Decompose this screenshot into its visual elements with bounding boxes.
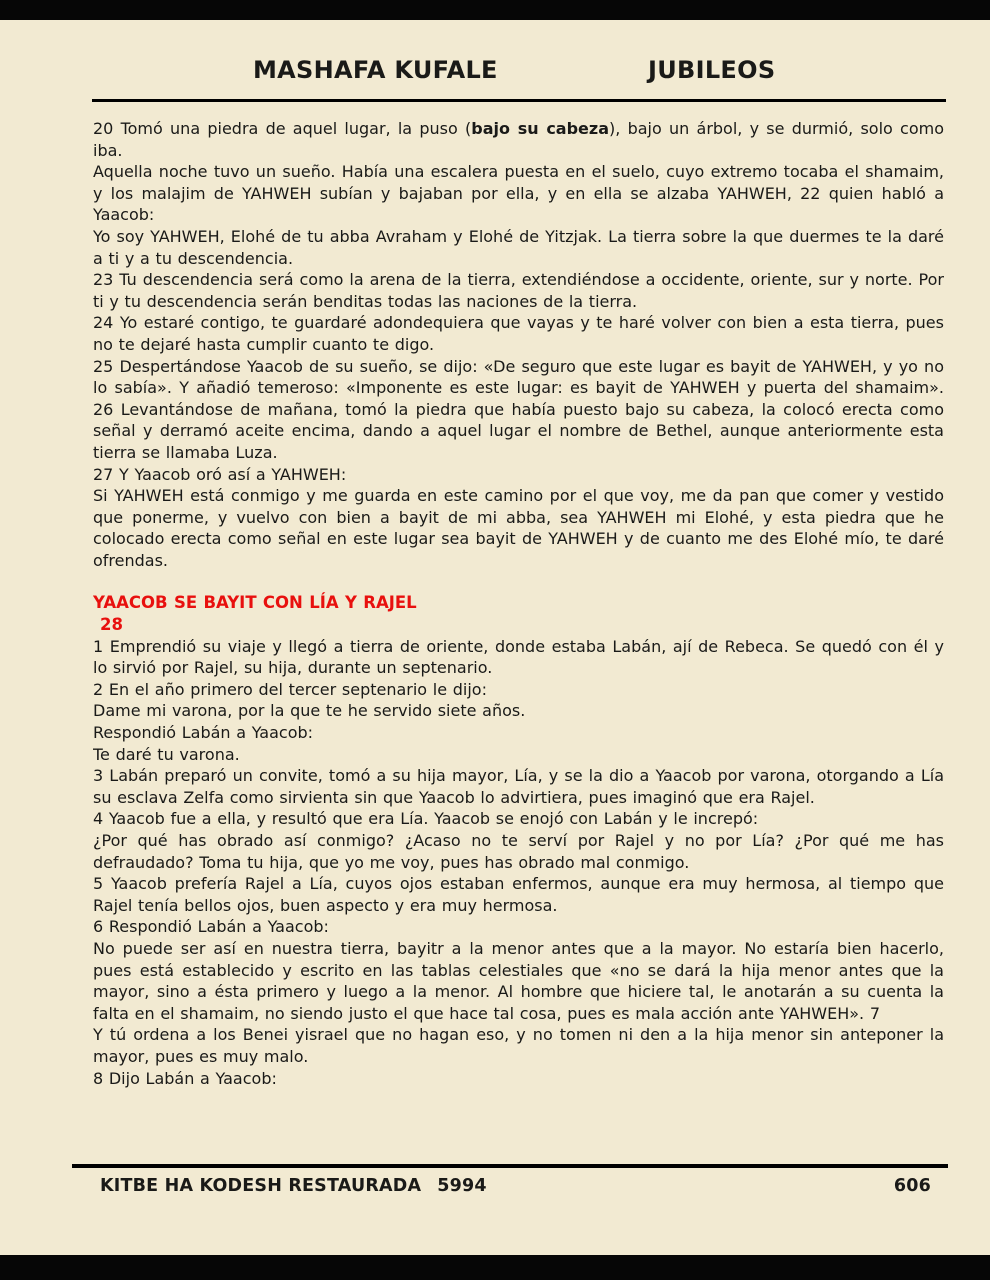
body-paragraph: Aquella noche tuvo un sueño. Había una escalera puesta en el suelo, cuyo extremo tocaba el shamaim, y los malajim de YAHWEH subían y bajaban por ella, y en ella se alzaba YAHWEH, 22 quien habló a Yaacob: <box>93 162 944 225</box>
body-paragraph: Te daré tu varona. <box>93 744 240 764</box>
footer-title-text: KITBE HA KODESH RESTAURADA <box>100 1176 422 1196</box>
paragraph-text: 20 Tomó una piedra de aquel lugar, la puso ( <box>93 119 472 138</box>
body-paragraph: Y tú ordena a los Benei yisrael que no hagan eso, y no tomen ni den a la hija menor sin anteponer la mayor, pues es muy malo. <box>93 1025 944 1066</box>
footer-year: 5994 <box>437 1176 487 1196</box>
top-border-bar <box>0 0 990 20</box>
body-paragraph: 4 Yaacob fue a ella, y resultó que era Lía. Yaacob se enojó con Labán y le increpó: <box>93 809 759 829</box>
body-paragraph: Yo soy YAHWEH, Elohé de tu abba Avraham y Elohé de Yitzjak. La tierra sobre la que duermes te la daré a ti y a tu descendencia. <box>93 226 944 268</box>
body-paragraph: 6 Respondió Labán a Yaacob: <box>93 917 329 937</box>
bottom-border-bar <box>0 1255 990 1280</box>
body-paragraph: 27 Y Yaacob oró así a YAHWEH: <box>93 464 347 484</box>
footer-rule <box>72 1164 948 1168</box>
body-paragraph: 8 Dijo Labán a Yaacob: <box>93 1068 277 1088</box>
body-paragraph: Dame mi varona, por la que te he servido siete años. <box>93 701 526 721</box>
body-paragraph: ¿Por qué has obrado así conmigo? ¿Acaso no te serví por Rajel y no por Lía? ¿Por qué me has defraudado? Toma tu hija, que yo me voy, pues has obrado mal conmigo. <box>93 831 944 872</box>
header-rule <box>92 99 946 102</box>
body-paragraph: 3 Labán preparó un convite, tomó a su hija mayor, Lía, y se la dio a Yaacob por varona, otorgando a Lía su esclava Zelfa como sirvienta sin que Yaacob lo advirtiera, pues imaginó que era Rajel. <box>93 766 944 807</box>
page-footer <box>100 1176 931 1196</box>
body-paragraph <box>93 118 944 161</box>
body-paragraph: Si YAHWEH está conmigo y me guarda en este camino por el que voy, me da pan que comer y vestido que ponerme, y vuelvo con bien a bayit de mi abba, sea YAHWEH mi Elohé, y esta piedra que he colocado erecta como señal en este lugar sea bayit de YAHWEH y de cuanto me des Elohé mío, te daré ofrendas. <box>93 486 944 570</box>
body-paragraph: 2 En el año primero del tercer septenario le dijo: <box>93 679 487 699</box>
body-paragraph: 24 Yo estaré contigo, te guardaré adondequiera que vayas y te haré volver con bien a esta tierra, pues no te dejaré hasta cumplir cuanto te digo. <box>93 313 944 354</box>
header-title-left: MASHAFA KUFALE <box>253 56 498 84</box>
body-paragraph: 5 Yaacob prefería Rajel a Lía, cuyos ojos estaban enfermos, aunque era muy hermosa, al tiempo que Rajel tenía bellos ojos, buen aspecto y era muy hermosa. <box>93 874 944 915</box>
section-heading: YAACOB SE BAYIT CON LÍA Y RAJEL <box>93 593 417 613</box>
header-title-right: JUBILEOS <box>648 56 776 84</box>
section-number: 28 <box>100 615 123 635</box>
bold-phrase: bajo su cabeza <box>471 119 610 138</box>
body-paragraph: 25 Despertándose Yaacob de su sueño, se dijo: «De seguro que este lugar es bayit de YAHWEH, y yo no lo sabía». Y añadió temeroso: «Imponente es este lugar: es bayit de YAHWEH y puerta del shamaim». 26 Levantándose de mañana, tomó la piedra que había puesto bajo su cabeza, la colocó erecta como señal y derramó aceite encima, dando a aquel lugar el nombre de Bethel, aunque anteriormente esta tierra se llamaba Luza. <box>93 356 944 462</box>
paragraph-text: ), bajo un árbol, y se durmió, solo como iba. <box>93 119 944 160</box>
body-paragraph: No puede ser así en nuestra tierra, bayitr a la menor antes que a la mayor. No estaría bien hacerlo, pues está establecido y escrito en las tablas celestiales que «no se dará la hija menor antes que la mayor, sino a ésta primero y luego a la menor. Al hombre que hiciere tal, le anotarán a su cuenta la falta en el shamaim, no siendo justo el que hace tal cosa, pues es mala acción ante YAHWEH». 7 <box>93 938 944 1023</box>
body-paragraph: 23 Tu descendencia será como la arena de la tierra, extendiéndose a occidente, oriente, sur y norte. Por ti y tu descendencia serán benditas todas las naciones de la tierra. <box>93 270 944 311</box>
footer-page-number: 606 <box>893 1176 931 1196</box>
footer-title <box>100 1176 487 1196</box>
body-text <box>93 118 944 1158</box>
page-header <box>0 56 990 90</box>
body-paragraph: 1 Emprendió su viaje y llegó a tierra de oriente, donde estaba Labán, ají de Rebeca. Se quedó con él y lo sirvió por Rajel, su hija, durante un septenario. <box>93 636 944 678</box>
body-paragraph: Respondió Labán a Yaacob: <box>93 723 314 743</box>
